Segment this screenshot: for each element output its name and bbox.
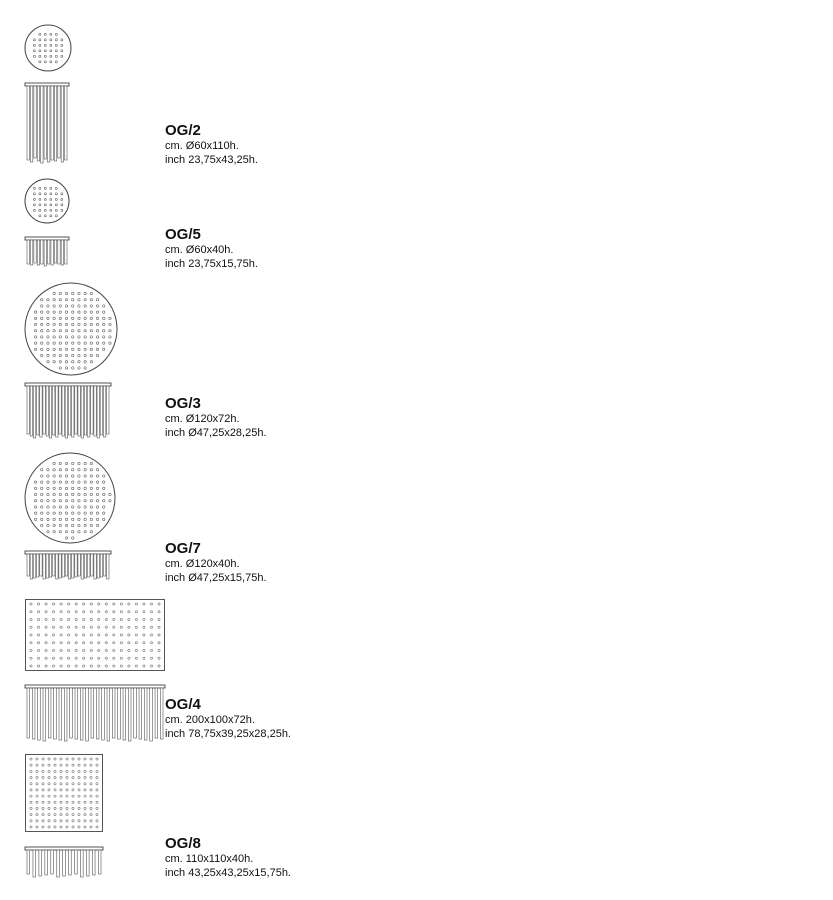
product-code: OG/7 [165,540,201,557]
product-code: OG/3 [165,395,201,412]
og4-top-view-drawing [24,598,168,672]
product-code: OG/2 [165,122,201,139]
og3-top-view-drawing [24,282,118,376]
dimensions-cm: cm. 200x100x72h. [165,714,255,726]
og2-side-view-drawing [24,82,72,164]
product-spec-og8 [165,835,291,880]
product-spec-og5 [165,226,258,271]
dimensions-inch: inch Ø47,25x28,25h. [165,427,267,439]
product-code: OG/8 [165,835,201,852]
product-spec-og3 [165,395,267,440]
dimensions-inch: inch 23,75x43,25h. [165,154,258,166]
product-spec-og4 [165,696,291,741]
og4-side-view-drawing [24,684,168,742]
og5-top-view-drawing [24,178,72,224]
product-code: OG/4 [165,696,201,713]
og7-side-view-drawing [24,550,114,584]
og3-side-view-drawing [24,382,114,438]
dimensions-inch: inch 78,75x39,25x28,25h. [165,728,291,740]
product-spec-og7 [165,540,267,585]
dimensions-cm: cm. Ø60x40h. [165,244,234,256]
og2-top-view-drawing [24,24,72,72]
og8-top-view-drawing [24,753,104,833]
dimensions-inch: inch 23,75x15,75h. [165,258,258,270]
dimensions-inch: inch Ø47,25x15,75h. [165,572,267,584]
dimensions-inch: inch 43,25x43,25x15,75h. [165,867,291,879]
dimensions-cm: cm. Ø120x72h. [165,413,240,425]
og8-side-view-drawing [24,846,104,880]
product-code: OG/5 [165,226,201,243]
og7-top-view-drawing [24,452,118,542]
dimensions-cm: cm. Ø60x110h. [165,140,239,152]
og5-side-view-drawing [24,236,72,268]
product-spec-og2 [165,122,258,167]
dimensions-cm: cm. Ø120x40h. [165,558,240,570]
dimensions-cm: cm. 110x110x40h. [165,853,254,865]
